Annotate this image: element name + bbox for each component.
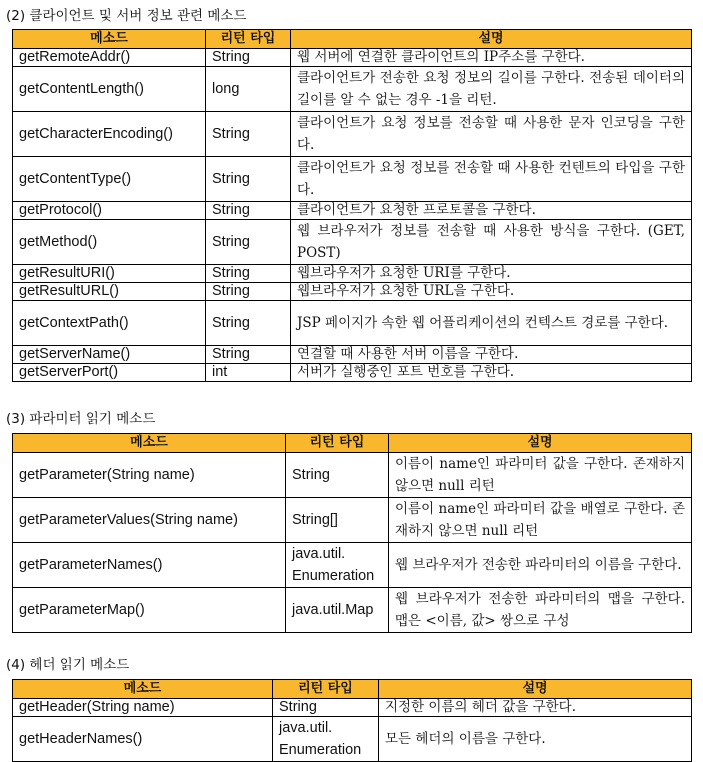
header-methods-table (12, 679, 692, 762)
column-header-description: 설명 (379, 680, 692, 699)
method-cell: getParameterMap() (13, 588, 286, 633)
description-cell: 웹 서버에 연결한 클라이언트의 IP주소를 구한다. (291, 49, 692, 67)
table-row (13, 67, 692, 112)
method-cell: getMethod() (13, 220, 206, 265)
method-cell: getParameter(String name) (13, 453, 286, 498)
method-cell: getHeader(String name) (13, 699, 273, 717)
description-cell: 서버가 실행중인 포트 번호를 구한다. (291, 364, 692, 382)
column-header-description: 설명 (389, 434, 692, 453)
description-cell: 클라이언트가 요청 정보를 전송할 때 사용한 컨텐트의 타입을 구한다. (291, 157, 692, 202)
method-cell: getServerName() (13, 346, 206, 364)
method-cell: getParameterNames() (13, 543, 286, 588)
method-cell: getContentType() (13, 157, 206, 202)
return-type-cell: java.util.Map (286, 588, 389, 633)
return-type-cell: String (273, 699, 379, 717)
return-type-cell: java.util. Enumeration (286, 543, 389, 588)
description-cell: 이름이 name인 파라미터 값을 구한다. 존재하지 않으면 null 리턴 (389, 453, 692, 498)
column-header-method: 메소드 (13, 30, 206, 49)
table-row (13, 588, 692, 633)
method-cell: getServerPort() (13, 364, 206, 382)
column-header-method: 메소드 (13, 434, 286, 453)
description-cell: 클라이언트가 요청 정보를 전송할 때 사용한 문자 인코딩을 구한다. (291, 112, 692, 157)
description-cell: 웹 브라우저가 정보를 전송할 때 사용한 방식을 구한다. (GET, POST) (291, 220, 692, 265)
return-type-cell: String[] (286, 498, 389, 543)
return-type-cell: String (286, 453, 389, 498)
column-header-description: 설명 (291, 30, 692, 49)
method-cell: getResultURI() (13, 265, 206, 283)
method-cell: getCharacterEncoding() (13, 112, 206, 157)
table-row (13, 699, 692, 717)
section-title-client-server-info: (2) 클라이언트 및 서버 정보 관련 메소드 (6, 8, 247, 24)
description-cell: JSP 페이지가 속한 웹 어플리케이션의 컨텍스트 경로를 구한다. (291, 301, 692, 346)
client-server-info-table (12, 29, 692, 382)
return-type-cell: long (206, 67, 291, 112)
table-row (13, 543, 692, 588)
method-cell: getParameterValues(String name) (13, 498, 286, 543)
table-row (13, 364, 692, 382)
method-cell: getProtocol() (13, 202, 206, 220)
return-type-cell: String (206, 112, 291, 157)
table-row (13, 202, 692, 220)
description-cell: 웹브라우저가 요청한 URI를 구한다. (291, 265, 692, 283)
return-type-cell: int (206, 364, 291, 382)
method-cell: getContentLength() (13, 67, 206, 112)
column-header-return-type: 리턴 타입 (273, 680, 379, 699)
return-type-cell: java.util. Enumeration (273, 717, 379, 762)
table-header-row (13, 434, 692, 453)
return-type-cell: String (206, 301, 291, 346)
method-cell: getContextPath() (13, 301, 206, 346)
return-type-cell: String (206, 283, 291, 301)
method-cell: getHeaderNames() (13, 717, 273, 762)
return-type-cell: String (206, 265, 291, 283)
table-row (13, 265, 692, 283)
description-cell: 연결할 때 사용한 서버 이름을 구한다. (291, 346, 692, 364)
description-cell: 클라이언트가 전송한 요청 정보의 길이를 구한다. 전송된 데이터의 길이를 알 수 없는 경우 -1을 리턴. (291, 67, 692, 112)
table-row (13, 498, 692, 543)
description-cell: 클라이언트가 요청한 프로토콜을 구한다. (291, 202, 692, 220)
table-header-row (13, 680, 692, 699)
table-row (13, 49, 692, 67)
table-row (13, 112, 692, 157)
description-cell: 모든 헤더의 이름을 구한다. (379, 717, 692, 762)
section-title-parameter-methods: (3) 파라미터 읽기 메소드 (6, 411, 156, 427)
table-row (13, 453, 692, 498)
return-type-cell: String (206, 202, 291, 220)
description-cell: 이름이 name인 파라미터 값을 배열로 구한다. 존재하지 않으면 null 리턴 (389, 498, 692, 543)
return-type-cell: String (206, 346, 291, 364)
return-type-cell: String (206, 157, 291, 202)
method-cell: getRemoteAddr() (13, 49, 206, 67)
table-row (13, 157, 692, 202)
parameter-methods-table (12, 433, 692, 633)
description-cell: 웹 브라우저가 전송한 파라미터의 이름을 구한다. (389, 543, 692, 588)
return-type-cell: String (206, 220, 291, 265)
table-row (13, 717, 692, 762)
column-header-return-type: 리턴 타입 (286, 434, 389, 453)
column-header-return-type: 리턴 타입 (206, 30, 291, 49)
method-cell: getResultURL() (13, 283, 206, 301)
table-row (13, 283, 692, 301)
section-title-header-methods: (4) 헤더 읽기 메소드 (6, 657, 130, 673)
return-type-cell: String (206, 49, 291, 67)
description-cell: 웹브라우저가 요청한 URL을 구한다. (291, 283, 692, 301)
description-cell: 웹 브라우저가 전송한 파라미터의 맵을 구한다. 맵은 <이름, 값> 쌍으로 구성 (389, 588, 692, 633)
table-row (13, 346, 692, 364)
table-row (13, 301, 692, 346)
table-header-row (13, 30, 692, 49)
description-cell: 지정한 이름의 헤더 값을 구한다. (379, 699, 692, 717)
column-header-method: 메소드 (13, 680, 273, 699)
table-row (13, 220, 692, 265)
